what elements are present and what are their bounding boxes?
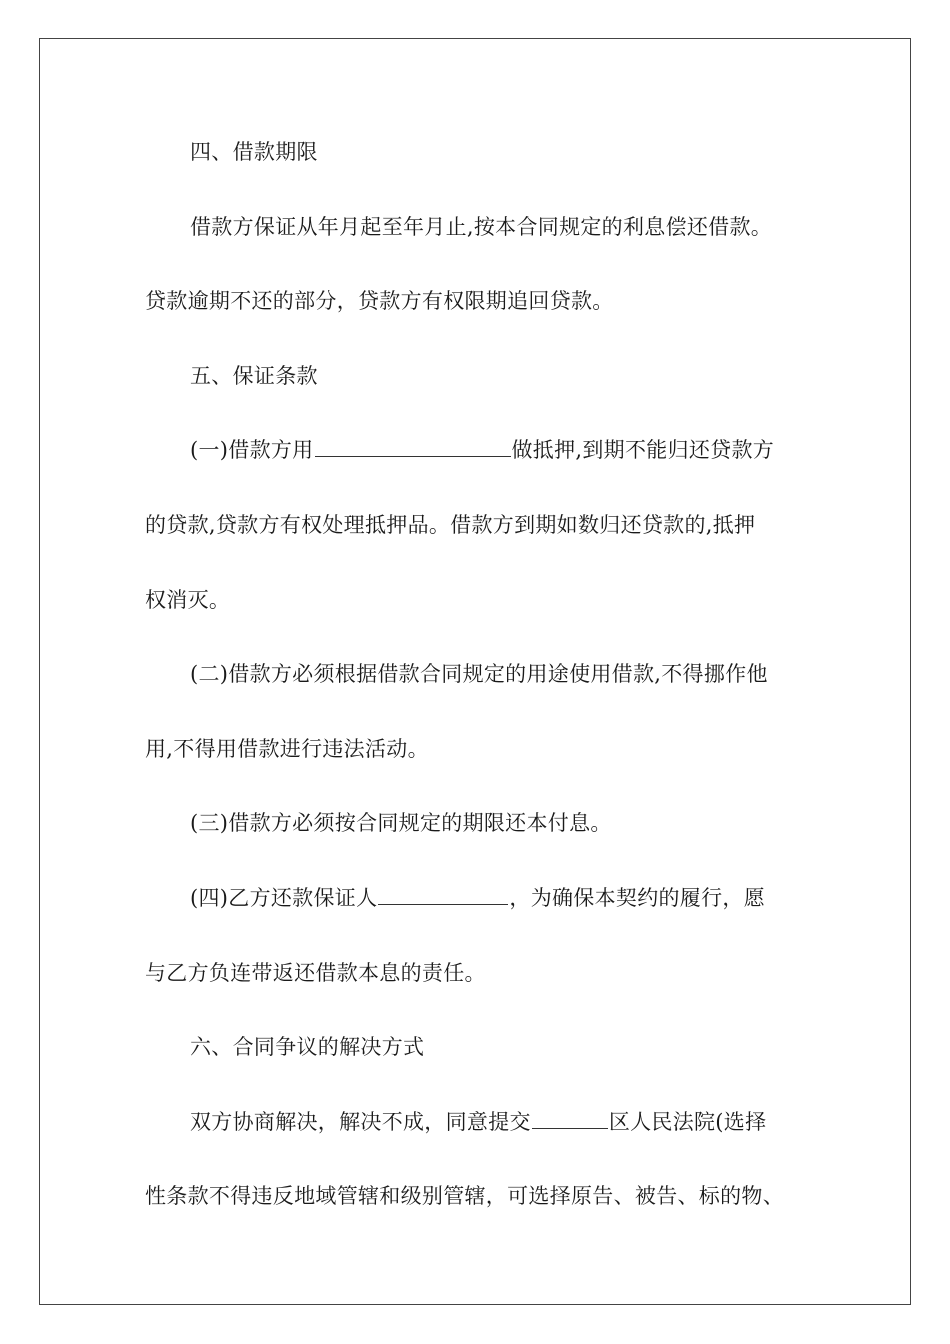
paragraph-line: 权消灭。 (145, 587, 231, 612)
paragraph-line-with-blank (145, 1102, 810, 1177)
paragraph-line: (三)借款方必须按合同规定的期限还本付息。 (190, 811, 612, 836)
line-text-after: ，为确保本契约的履行，愿 (509, 885, 765, 910)
paragraph-line: 的贷款,贷款方有权处理抵押品。借款方到期如数归还贷款的,抵押 (145, 512, 756, 537)
line-text-before: 双方协商解决，解决不成，同意提交 (190, 1109, 531, 1134)
line-text-before: (四)乙方还款保证人 (190, 885, 378, 910)
paragraph-line: 用,不得用借款进行违法活动。 (145, 736, 429, 761)
fill-in-blank-guarantor (378, 882, 508, 905)
line-text-before: (一)借款方用 (190, 438, 314, 463)
document-body (145, 132, 810, 1251)
paragraph-line: 借款方保证从年月起至年月止,按本合同规定的利息偿还借款。 (190, 214, 773, 239)
paragraph-line: (二)借款方必须根据借款合同规定的用途使用借款,不得挪作他 (190, 662, 768, 687)
paragraph-line: 贷款逾期不还的部分，贷款方有权限期追回贷款。 (145, 289, 614, 314)
section-heading-guarantee-terms: 五、保证条款 (190, 363, 318, 388)
paragraph-line-with-blank (145, 430, 810, 505)
paragraph-line-with-blank (145, 878, 810, 953)
paragraph-line: 与乙方负连带返还借款本息的责任。 (145, 960, 486, 985)
paragraph-line: 性条款不得违反地域管辖和级别管辖，可选择原告、被告、标的物、 (145, 1184, 784, 1209)
fill-in-blank-collateral (315, 434, 511, 457)
section-heading-loan-term: 四、借款期限 (190, 140, 318, 164)
line-text-after: 区人民法院(选择 (608, 1109, 767, 1134)
fill-in-blank-court (532, 1106, 608, 1129)
line-text-after: 做抵押,到期不能归还贷款方 (511, 438, 775, 463)
section-heading-dispute-resolution: 六、合同争议的解决方式 (190, 1035, 425, 1060)
